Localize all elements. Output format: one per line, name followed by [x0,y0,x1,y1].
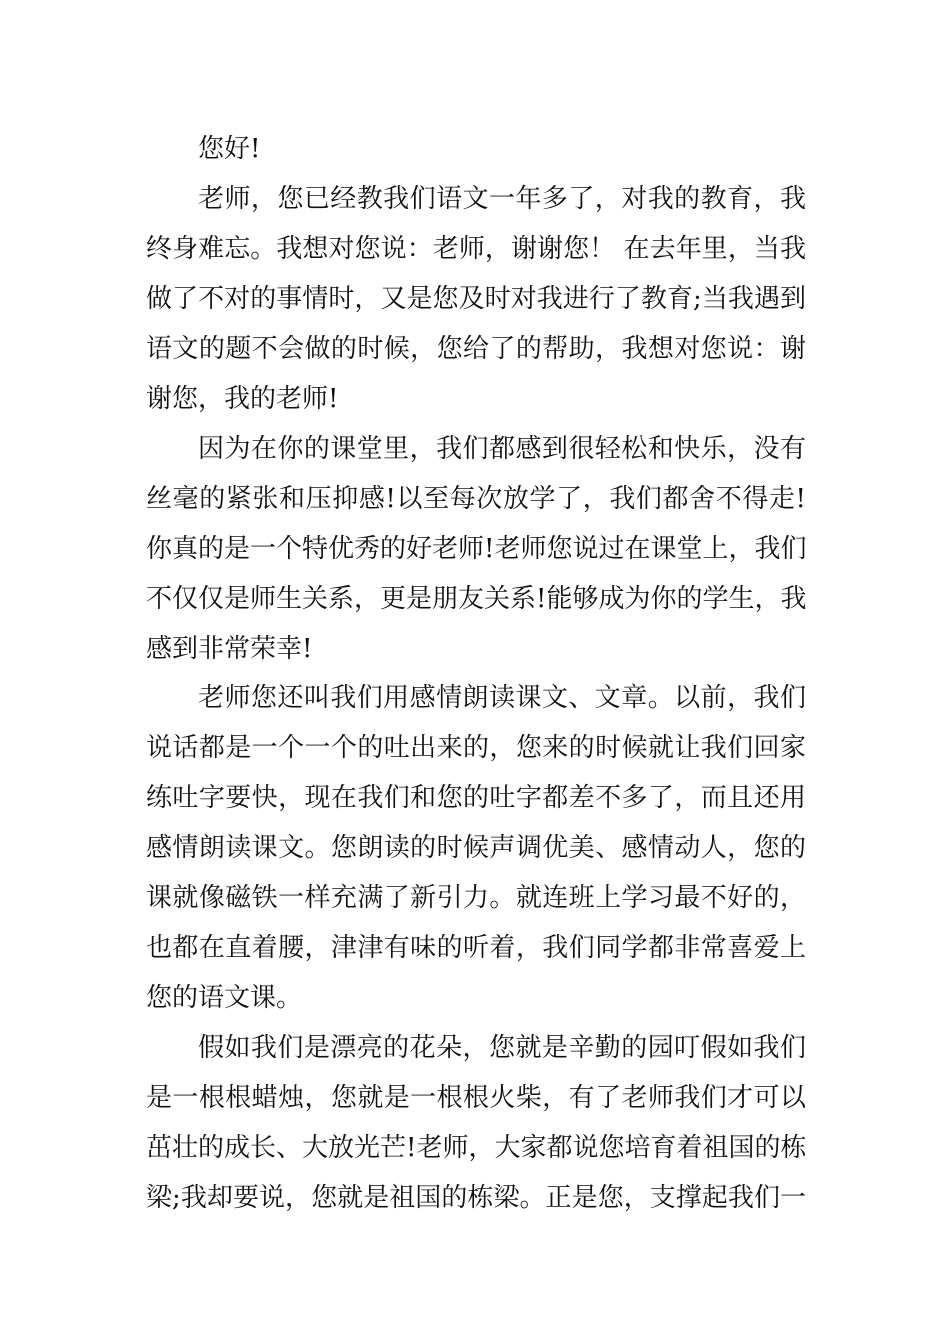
paragraph-1-line-4: 语文的题不会做的时候，您给了的帮助，我想对您说：谢 [146,334,806,364]
paragraph-4-line-2: 是一根根蜡烛，您就是一根根火柴，有了老师我们才可以 [146,1083,806,1113]
paragraph-2-line-2: 丝毫的紧张和压抑感!以至每次放学了，我们都舍不得走! [146,484,806,514]
paragraph-1-line-2: 终身难忘。我想对您说：老师，谢谢您！ 在去年里，当我 [146,234,806,264]
paragraph-2-line-3: 你真的是一个特优秀的好老师!老师您说过在课堂上，我们 [146,534,807,564]
paragraph-3-line-6: 也都在直着腰，津津有味的听着，我们同学都非常喜爱上 [146,933,806,963]
paragraph-3-line-1: 老师您还叫我们用感情朗读课文、文章。以前，我们 [198,683,806,713]
paragraph-2-line-4: 不仅仅是师生关系，更是朋友关系!能够成为你的学生，我 [146,584,807,614]
paragraph-4-line-4: 梁;我却要说，您就是祖国的栋梁。正是您，支撑起我们一 [146,1183,806,1213]
paragraph-3-line-2: 说话都是一个一个的吐出来的，您来的时候就让我们回家 [146,733,806,763]
paragraph-3-line-4: 感情朗读课文。您朗读的时候声调优美、感情动人，您的 [146,833,806,863]
paragraph-3-line-7: 您的语文课。 [146,983,303,1013]
paragraph-4-line-3: 茁壮的成长、大放光芒!老师，大家都说您培育着祖国的栋 [146,1133,807,1163]
paragraph-1-line-1: 老师，您已经教我们语文一年多了，对我的教育，我 [198,184,806,214]
paragraph-1-line-3: 做了不对的事情时，又是您及时对我进行了教育;当我遇到 [146,284,806,314]
paragraph-4-line-1: 假如我们是漂亮的花朵，您就是辛勤的园叮假如我们 [198,1033,806,1063]
paragraph-2-line-1: 因为在你的课堂里，我们都感到很轻松和快乐，没有 [198,434,806,464]
paragraph-2-line-5: 感到非常荣幸! [146,634,313,664]
greeting-line: 您好! [198,134,261,164]
paragraph-3-line-5: 课就像磁铁一样充满了新引力。就连班上学习最不好的， [146,883,806,913]
paragraph-3-line-3: 练吐字要快，现在我们和您的吐字都差不多了，而且还用 [146,783,806,813]
paragraph-1-line-5: 谢您，我的老师! [146,384,339,414]
